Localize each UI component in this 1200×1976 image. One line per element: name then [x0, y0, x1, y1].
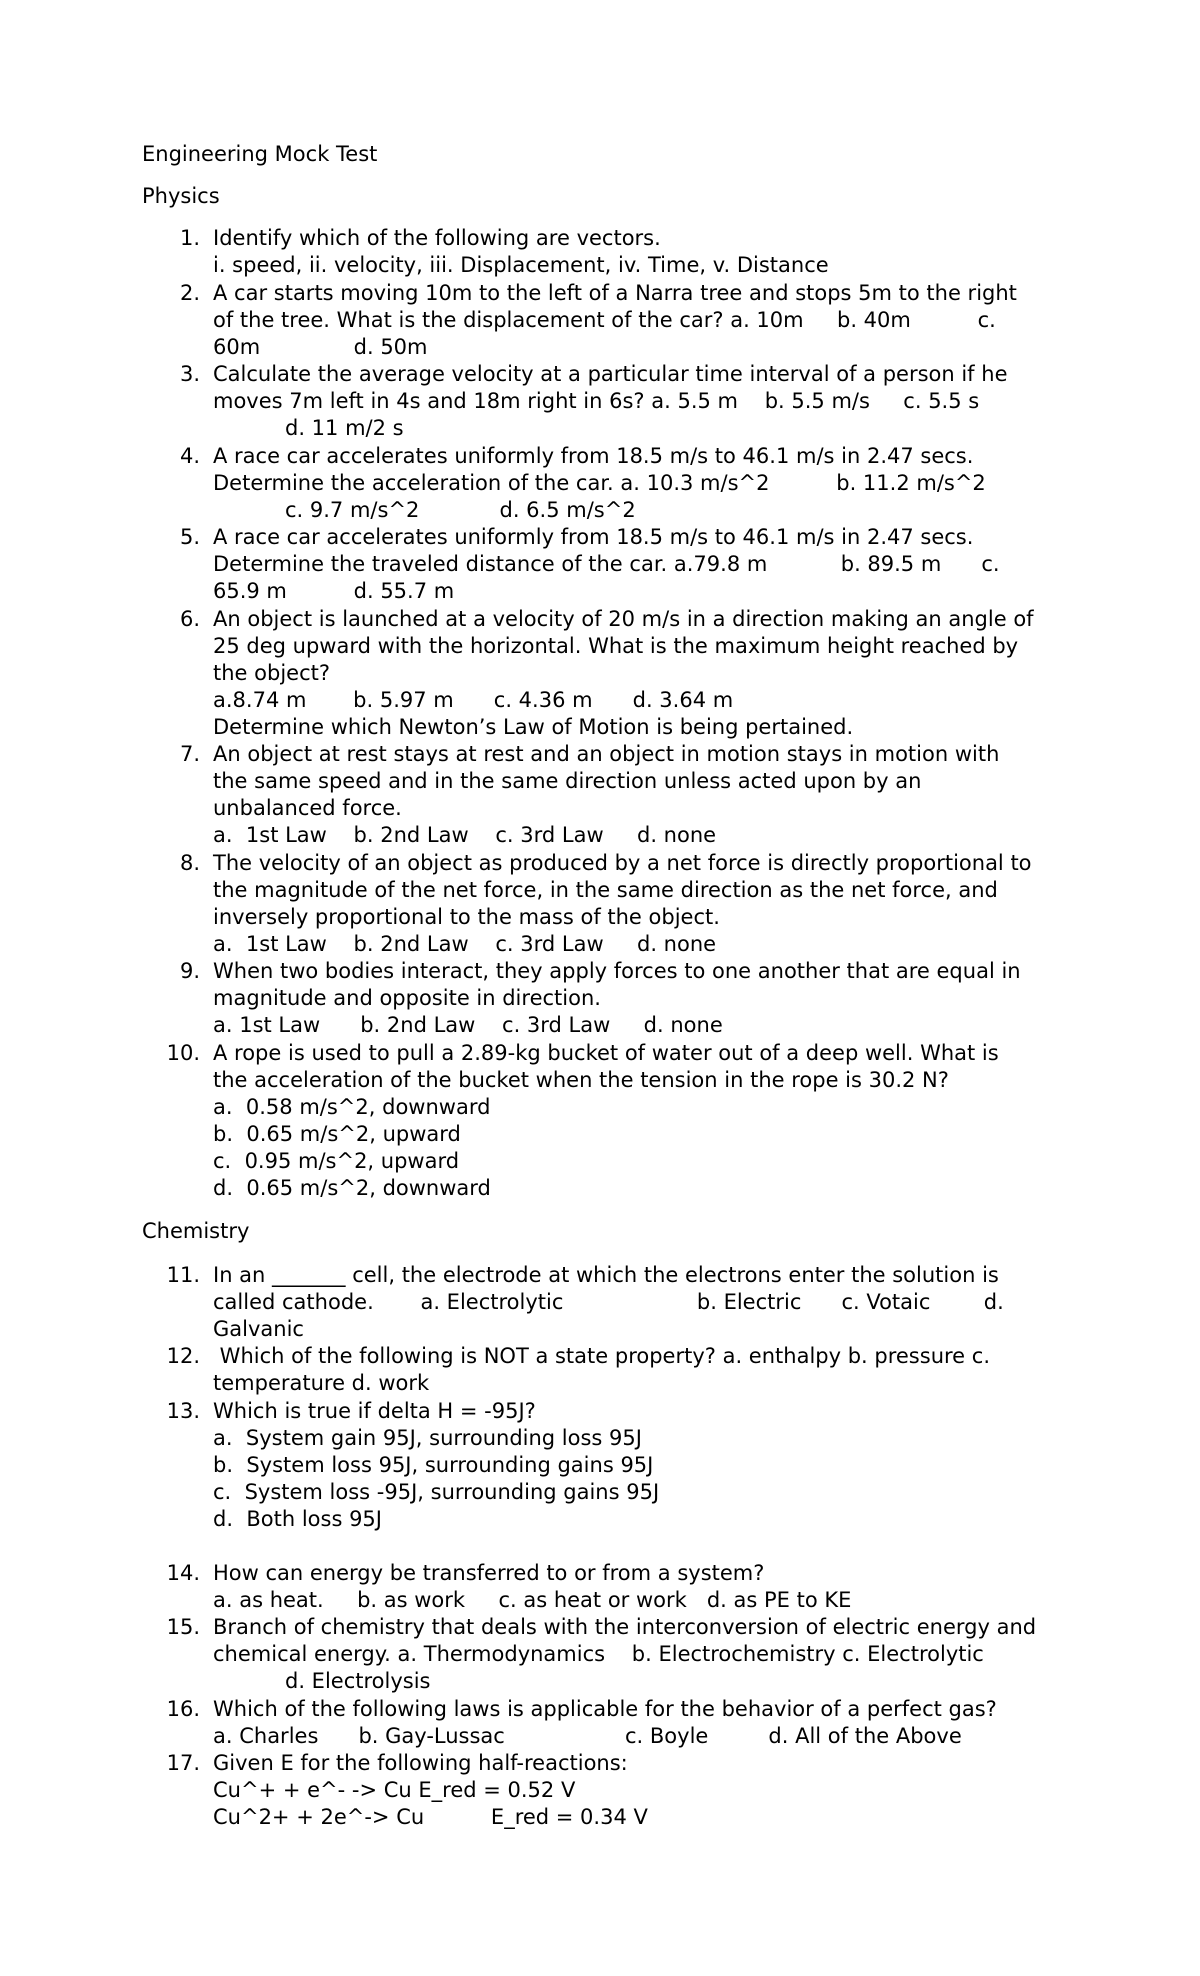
- question-number: 15.: [166, 1615, 200, 1639]
- question-line: Determine which Newton’s Law of Motion is being pertained.: [213, 715, 854, 739]
- question-line: A race car accelerates uniformly from 18.5 m/s to 46.1 m/s in 2.47 secs.: [213, 525, 974, 549]
- question-line: magnitude and opposite in direction.: [213, 986, 601, 1010]
- question-line: a. System gain 95J, surrounding loss 95J: [213, 1426, 642, 1450]
- question-number: 8.: [179, 851, 200, 875]
- question-line: 60m d. 50m: [213, 335, 428, 359]
- question-line: inversely proportional to the mass of the object.: [213, 905, 720, 929]
- question-line: c. 0.95 m/s^2, upward: [213, 1149, 460, 1173]
- section-heading-physics: Physics: [142, 184, 220, 208]
- question-line: a. 1st Law b. 2nd Law c. 3rd Law d. none: [213, 823, 717, 847]
- question-line: How can energy be transferred to or from a system?: [213, 1561, 765, 1585]
- question-line: d. 0.65 m/s^2, downward: [213, 1176, 491, 1200]
- question-line: In an _______ cell, the electrode at which the electrons enter the solution is: [213, 1263, 999, 1287]
- question-line: c. 9.7 m/s^2 d. 6.5 m/s^2: [285, 498, 636, 522]
- question-line: Identify which of the following are vectors.: [213, 226, 661, 250]
- question-line: Calculate the average velocity at a particular time interval of a person if he: [213, 362, 1008, 386]
- question-number: 13.: [166, 1399, 200, 1423]
- question-line: the object?: [213, 661, 330, 685]
- question-line: a. 0.58 m/s^2, downward: [213, 1095, 491, 1119]
- question-line: A race car accelerates uniformly from 18.5 m/s to 46.1 m/s in 2.47 secs.: [213, 444, 974, 468]
- question-line: b. 0.65 m/s^2, upward: [213, 1122, 461, 1146]
- question-line: i. speed, ii. velocity, iii. Displacement, iv. Time, v. Distance: [213, 253, 829, 277]
- question-number: 2.: [179, 281, 200, 305]
- question-line: d. Electrolysis: [285, 1669, 431, 1693]
- question-number: 16.: [166, 1697, 200, 1721]
- question-line: b. System loss 95J, surrounding gains 95J: [213, 1453, 654, 1477]
- question-line: called cathode. a. Electrolytic b. Electric c. Votaic d.: [213, 1290, 1004, 1314]
- question-line: a. as heat. b. as work c. as heat or work d. as PE to KE: [213, 1588, 852, 1612]
- question-line: Cu^+ + e^- -> Cu E_red = 0.52 V: [213, 1778, 576, 1802]
- question-number: 6.: [179, 607, 200, 631]
- question-line: A car starts moving 10m to the left of a Narra tree and stops 5m to the right: [213, 281, 1017, 305]
- question-line: temperature d. work: [213, 1371, 430, 1395]
- question-line: the magnitude of the net force, in the same direction as the net force, and: [213, 878, 998, 902]
- question-line: Given E for the following half-reactions:: [213, 1751, 628, 1775]
- question-line: a. 1st Law b. 2nd Law c. 3rd Law d. none: [213, 932, 717, 956]
- question-line: a. 1st Law b. 2nd Law c. 3rd Law d. none: [213, 1013, 723, 1037]
- section-heading-chemistry: Chemistry: [142, 1219, 250, 1243]
- question-number: 4.: [179, 444, 200, 468]
- question-line: Branch of chemistry that deals with the interconversion of electric energy and: [213, 1615, 1037, 1639]
- question-line: The velocity of an object as produced by a net force is directly proportional to: [213, 851, 1032, 875]
- question-number: 12.: [166, 1344, 200, 1368]
- question-line: d. 11 m/2 s: [285, 416, 404, 440]
- question-line: the same speed and in the same direction unless acted upon by an: [213, 769, 922, 793]
- question-line: the acceleration of the bucket when the tension in the rope is 30.2 N?: [213, 1068, 949, 1092]
- question-line: A rope is used to pull a 2.89-kg bucket of water out of a deep well. What is: [213, 1041, 999, 1065]
- question-line: Determine the acceleration of the car. a. 10.3 m/s^2 b. 11.2 m/s^2: [213, 471, 986, 495]
- question-line: Cu^2+ + 2e^-> Cu E_red = 0.34 V: [213, 1805, 648, 1829]
- question-number: 14.: [166, 1561, 200, 1585]
- question-number: 9.: [179, 959, 200, 983]
- question-number: 7.: [179, 742, 200, 766]
- question-line: An object at rest stays at rest and an object in motion stays in motion with: [213, 742, 1000, 766]
- question-number: 11.: [166, 1263, 200, 1287]
- document-title: Engineering Mock Test: [142, 142, 378, 166]
- question-number: 17.: [166, 1751, 200, 1775]
- question-line: Which of the following is NOT a state property? a. enthalpy b. pressure c.: [213, 1344, 990, 1368]
- question-line: c. System loss -95J, surrounding gains 95J: [213, 1480, 660, 1504]
- question-line: Galvanic: [213, 1317, 304, 1341]
- question-number: 3.: [179, 362, 200, 386]
- question-line: chemical energy. a. Thermodynamics b. Electrochemistry c. Electrolytic: [213, 1642, 984, 1666]
- question-line: Which is true if delta H = -95J?: [213, 1399, 536, 1423]
- question-line: 25 deg upward with the horizontal. What is the maximum height reached by: [213, 634, 1019, 658]
- question-number: 1.: [179, 226, 200, 250]
- question-line: Which of the following laws is applicable for the behavior of a perfect gas?: [213, 1697, 997, 1721]
- question-line: Determine the traveled distance of the car. a.79.8 m b. 89.5 m c.: [213, 552, 1000, 576]
- question-number: 10.: [166, 1041, 200, 1065]
- question-line: of the tree. What is the displacement of the car? a. 10m b. 40m c.: [213, 308, 996, 332]
- question-line: moves 7m left in 4s and 18m right in 6s? a. 5.5 m b. 5.5 m/s c. 5.5 s: [213, 389, 980, 413]
- question-line: When two bodies interact, they apply forces to one another that are equal in: [213, 959, 1021, 983]
- question-line: d. Both loss 95J: [213, 1507, 382, 1531]
- question-line: unbalanced force.: [213, 796, 402, 820]
- question-line: An object is launched at a velocity of 20 m/s in a direction making an angle of: [213, 607, 1034, 631]
- question-line: a.8.74 m b. 5.97 m c. 4.36 m d. 3.64 m: [213, 688, 734, 712]
- question-number: 5.: [179, 525, 200, 549]
- question-line: 65.9 m d. 55.7 m: [213, 579, 455, 603]
- question-line: a. Charles b. Gay-Lussac c. Boyle d. All of the Above: [213, 1724, 962, 1748]
